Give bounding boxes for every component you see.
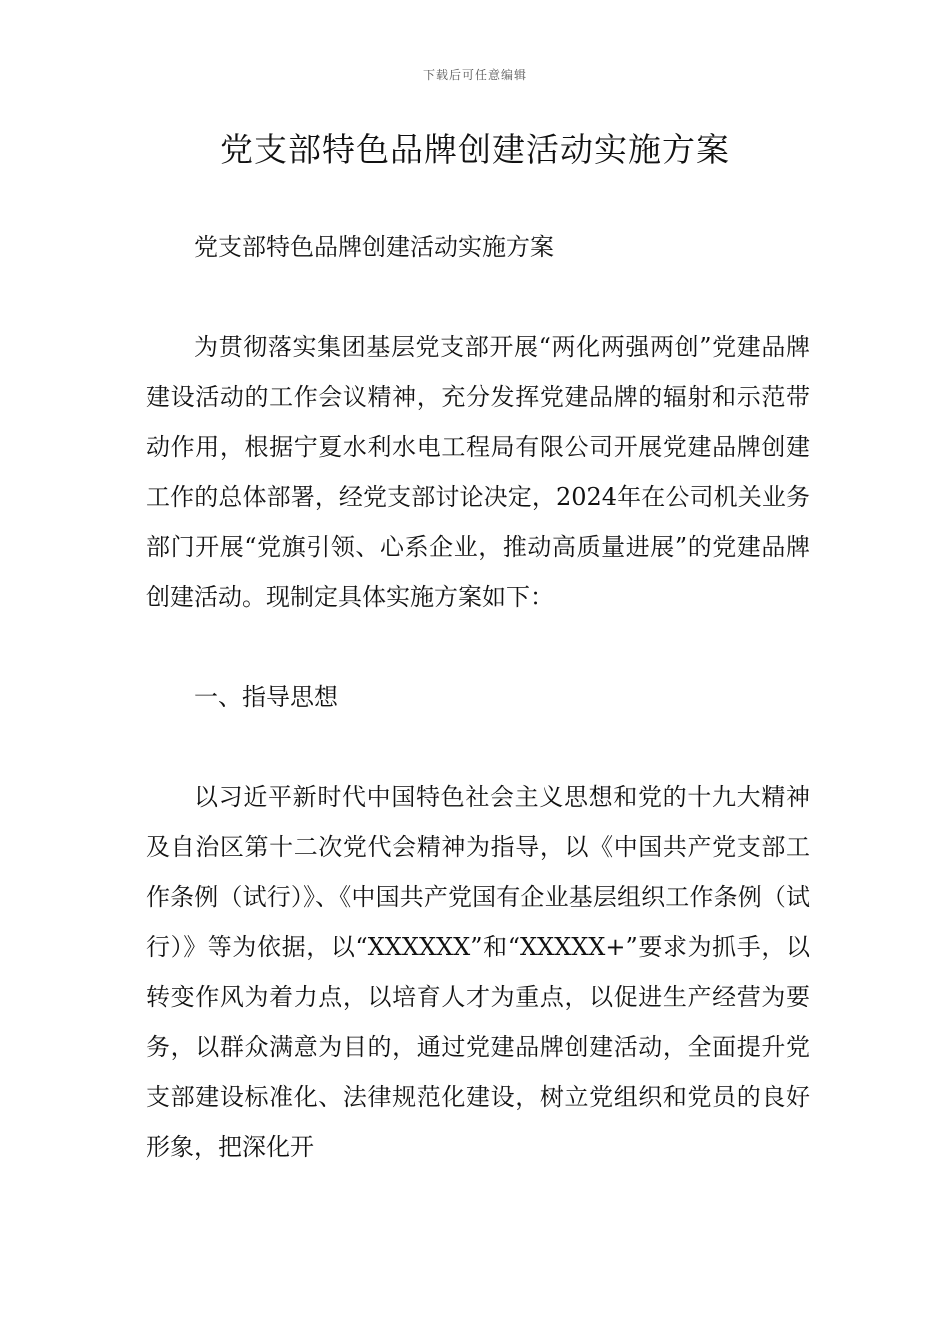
paragraph-spacer xyxy=(146,272,810,322)
header-note: 下载后可任意编辑 xyxy=(422,68,527,82)
document-title: 党支部特色品牌创建活动实施方案 xyxy=(220,130,730,169)
paragraph-spacer xyxy=(146,622,810,672)
document-subtitle: 党支部特色品牌创建活动实施方案 xyxy=(194,233,554,261)
document-body xyxy=(146,222,810,1172)
paragraph-spacer xyxy=(146,722,810,772)
guiding-ideology-paragraph: 以习近平新时代中国特色社会主义思想和党的十九大精神及自治区第十二次党代会精神为指导，以《中国共产党支部工作条例（试行）》、《中国共产党国有企业基层组织工作条例（试行）》等为依据，以“XXXXXX”和“XXXXX+”要求为抓手，以转变作风为着力点，以培育人才为重点，以促进生产经营为要务，以群众满意为目的，通过党建品牌创建活动，全面提升党支部建设标准化、法律规范化建设，树立党组织和党员的良好形象，把深化开 xyxy=(146,783,810,1161)
intro-paragraph: 为贯彻落实集团基层党支部开展“两化两强两创”党建品牌建设活动的工作会议精神，充分发挥党建品牌的辐射和示范带动作用，根据宁夏水利水电工程局有限公司开展党建品牌创建工作的总体部署，经党支部讨论决定，2024年在公司机关业务部门开展“党旗引领、心系企业，推动高质量进展”的党建品牌创建活动。现制定具体实施方案如下： xyxy=(146,333,810,611)
section-heading-guiding-ideology: 一、指导思想 xyxy=(194,683,338,711)
